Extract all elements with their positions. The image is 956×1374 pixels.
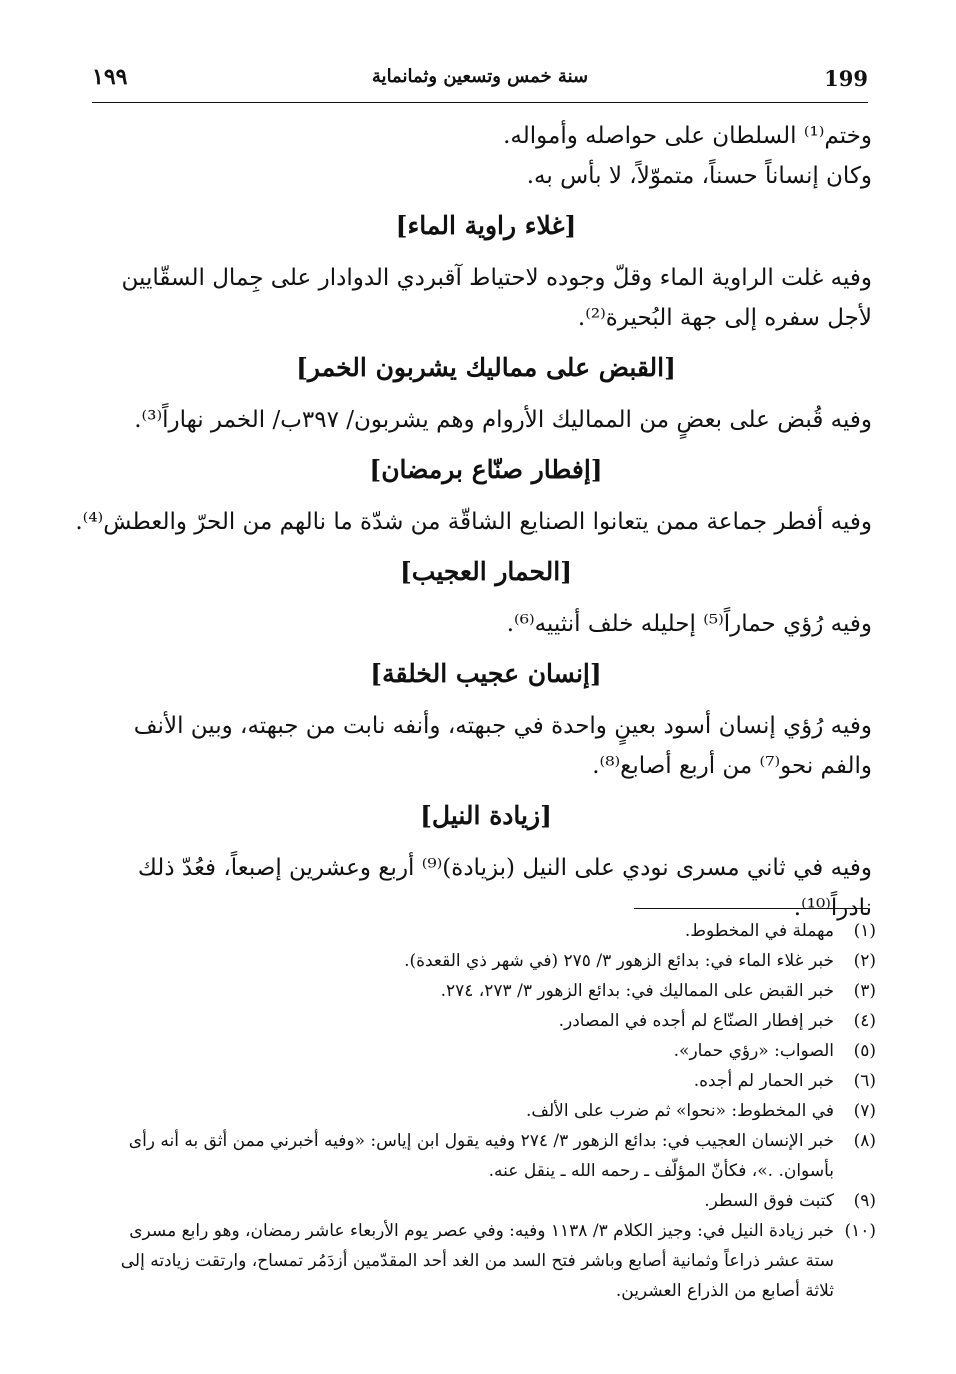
footnote-number: (١) [853, 921, 876, 941]
footnote [100, 1216, 876, 1306]
footnote-number: (٧) [853, 1101, 876, 1121]
main-text [75, 116, 872, 928]
running-title: سنة خمس وتسعين وثمانماية [371, 66, 589, 87]
footnote-text: في المخطوط: «نحوا» ثم ضرب على الألف. [525, 1101, 834, 1121]
paragraph-line: وفيه رُؤي إنسان أسود بعينٍ واحدة في جبهته، وأنفه نابت من جبهته، وبين الأنف [133, 713, 872, 739]
footnote-text: خبر الإنسان العجيب في: بدائع الزهور ٣/ ٢٧٤ وفيه يقول ابن إياس: «وفيه أخبرني ممن أثق به أنه رأى بأسوان. .»، فكأنّ المؤلّف ـ رحمه الله ـ ينقل عنه. [128, 1131, 834, 1181]
footnote [100, 1126, 876, 1186]
paragraph-line: وفيه أفطر جماعة ممن يتعانوا الصنايع الشاقّة من شدّة ما نالهم من الحرّ والعطش⁽⁴⁾. [75, 509, 872, 535]
footnote-number: (٤) [853, 1011, 876, 1031]
section-heading: [القبض على مماليك يشربون الخمر] [296, 353, 676, 382]
footnote-number: (٣) [853, 981, 876, 1001]
footnote [100, 976, 876, 1006]
footnote-text: كتبت فوق السطر. [704, 1191, 834, 1211]
footnote-text: خبر القبض على المماليك في: بدائع الزهور ٣/ ٢٧٣، ٢٧٤. [440, 981, 834, 1001]
footnote [100, 1186, 876, 1216]
footnote-text: خبر الحمار لم أجده. [693, 1071, 834, 1091]
paragraph-line: وختم⁽¹⁾ السلطان على حواصله وأمواله. [503, 123, 872, 149]
footnote-number: (٥) [853, 1041, 876, 1061]
footnote [100, 1006, 876, 1036]
footnote-number: (١٠) [844, 1221, 876, 1241]
paragraph-line: وفيه قُبض على بعضٍ من المماليك الأروام وهم يشربون/ ٣٩٧ب/ الخمر نهاراً⁽³⁾. [134, 407, 872, 433]
footnote-text: الصواب: «رؤي حمار». [673, 1041, 834, 1061]
paragraph-line: وفيه رُؤي حماراً⁽⁵⁾ إحليله خلف أنثييه⁽⁶⁾. [506, 611, 872, 637]
footnote-number: (٢) [853, 951, 876, 971]
page-number-latin: 199 [824, 66, 868, 91]
footnote-text: خبر غلاء الماء في: بدائع الزهور ٣/ ٢٧٥ (في شهر ذي القعدة). [404, 951, 834, 971]
section-heading: [إنسان عجيب الخلقة] [370, 659, 602, 688]
footnote-text: خبر زيادة النيل في: وجيز الكلام ٣/ ١١٣٨ وفيه: وفي عصر يوم الأربعاء عاشر رمضان، وهو رابع مسرى ستة عشر ذراعاً وثمانية أصابع وباشر فتح السد من الغد أحد المقدّمين أزدَمُر تمساح، وارتقت زيادته إلى ثلاثة أصابع من الذراع العشرين. [120, 1221, 834, 1301]
footnote-number: (٦) [853, 1071, 876, 1091]
section-heading: [زيادة النيل] [420, 801, 552, 830]
section-heading: [إفطار صنّاع برمضان] [369, 455, 603, 484]
paragraph-line: وفيه في ثاني مسرى نودي على النيل (بزيادة)⁽⁹⁾ أربع وعشرين إصبعاً، فعُدّ ذلك [137, 855, 872, 881]
paragraph-line: والفم نحو⁽⁷⁾ من أربع أصابع⁽⁸⁾. [592, 753, 872, 779]
paragraph-line: وفيه غلت الراوية الماء وقلّ وجوده لاحتياط آقبردي الدوادار على جِمال السقّايين [121, 265, 872, 291]
footnote-separator [634, 908, 868, 909]
footnote [100, 1066, 876, 1096]
paragraph-line: لأجل سفره إلى جهة البُحيرة⁽²⁾. [577, 305, 872, 331]
paragraph-line: نادراً⁽¹⁰⁾. [793, 895, 872, 921]
footnote [100, 916, 876, 946]
section-heading: [الحمار العجيب] [399, 557, 573, 586]
footnote-number: (٩) [853, 1191, 876, 1211]
page-number-arabic: ١٩٩ [92, 64, 128, 90]
footnote [100, 1036, 876, 1066]
footnote-text: مهملة في المخطوط. [684, 921, 834, 941]
running-header [92, 62, 868, 103]
footnotes [100, 916, 876, 1306]
footnote-text: خبر إفطار الصنّاع لم أجده في المصادر. [558, 1011, 834, 1031]
paragraph-line: وكان إنساناً حسناً، متموّلاً، لا بأس به. [526, 163, 872, 189]
section-heading: [غلاء راوية الماء] [395, 211, 577, 240]
footnote [100, 946, 876, 976]
footnote-number: (٨) [853, 1131, 876, 1151]
footnote [100, 1096, 876, 1126]
